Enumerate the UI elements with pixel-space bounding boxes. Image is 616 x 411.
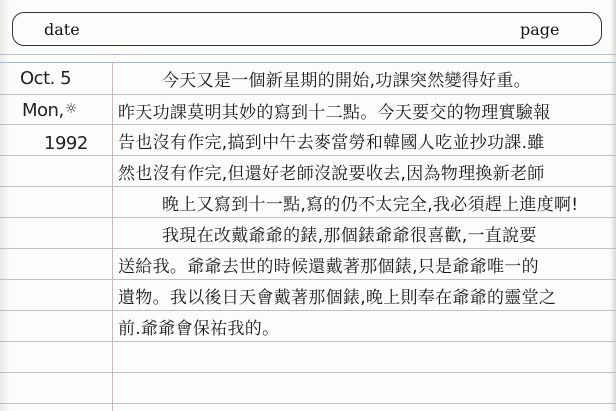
diary-line: 遺物。我以後日天會戴著那個錶,晚上則奉在爺爺的靈堂之 [118, 288, 557, 308]
margin-rule [112, 62, 113, 411]
ruled-line [0, 155, 616, 156]
diary-line: 晚上又寫到十一點,寫的仍不太完全,我必須趕上進度啊! [162, 195, 579, 215]
header-box [12, 12, 602, 46]
diary-line: 昨天功課莫明其妙的寫到十二點。今天要交的物理實驗報 [118, 103, 551, 123]
ruled-line [0, 248, 616, 249]
ruled-line [0, 186, 616, 187]
header-date-label: date [44, 20, 80, 39]
entry-year: 1992 [44, 133, 88, 154]
ruled-line [0, 403, 616, 404]
ruled-line [0, 279, 616, 280]
ruled-line [0, 217, 616, 218]
diary-line: 前.爺爺會保祐我的。 [118, 319, 280, 339]
ruled-line [0, 341, 616, 342]
entry-weekday-line [22, 100, 77, 121]
entry-date: Oct. 5 [20, 68, 72, 89]
header-page-label: page [520, 20, 560, 39]
diary-line: 告也沒有作完,搞到中午去麥當勞和韓國人吃並抄功課.雖 [118, 133, 545, 153]
diary-line: 我現在改戴爺爺的錶,那個錶爺爺很喜歡,一直說要 [162, 226, 537, 246]
diary-line: 今天又是一個新星期的開始,功課突然變得好重。 [162, 71, 532, 91]
diary-line: 送給我。爺爺去世的時候還戴著那個錶,只是爺爺唯一的 [118, 257, 539, 277]
header-rule [0, 54, 616, 55]
ruled-line [0, 372, 616, 373]
ruled-line [0, 124, 616, 125]
top-blue-rule [0, 62, 616, 63]
diary-line: 然也沒有作完,但還好老師沒說要收去,因為物理換新老師 [118, 164, 545, 184]
entry-weekday: Mon, [22, 100, 64, 121]
sun-icon: ☼ [64, 101, 77, 117]
ruled-line [0, 310, 616, 311]
ruled-line [0, 94, 616, 95]
